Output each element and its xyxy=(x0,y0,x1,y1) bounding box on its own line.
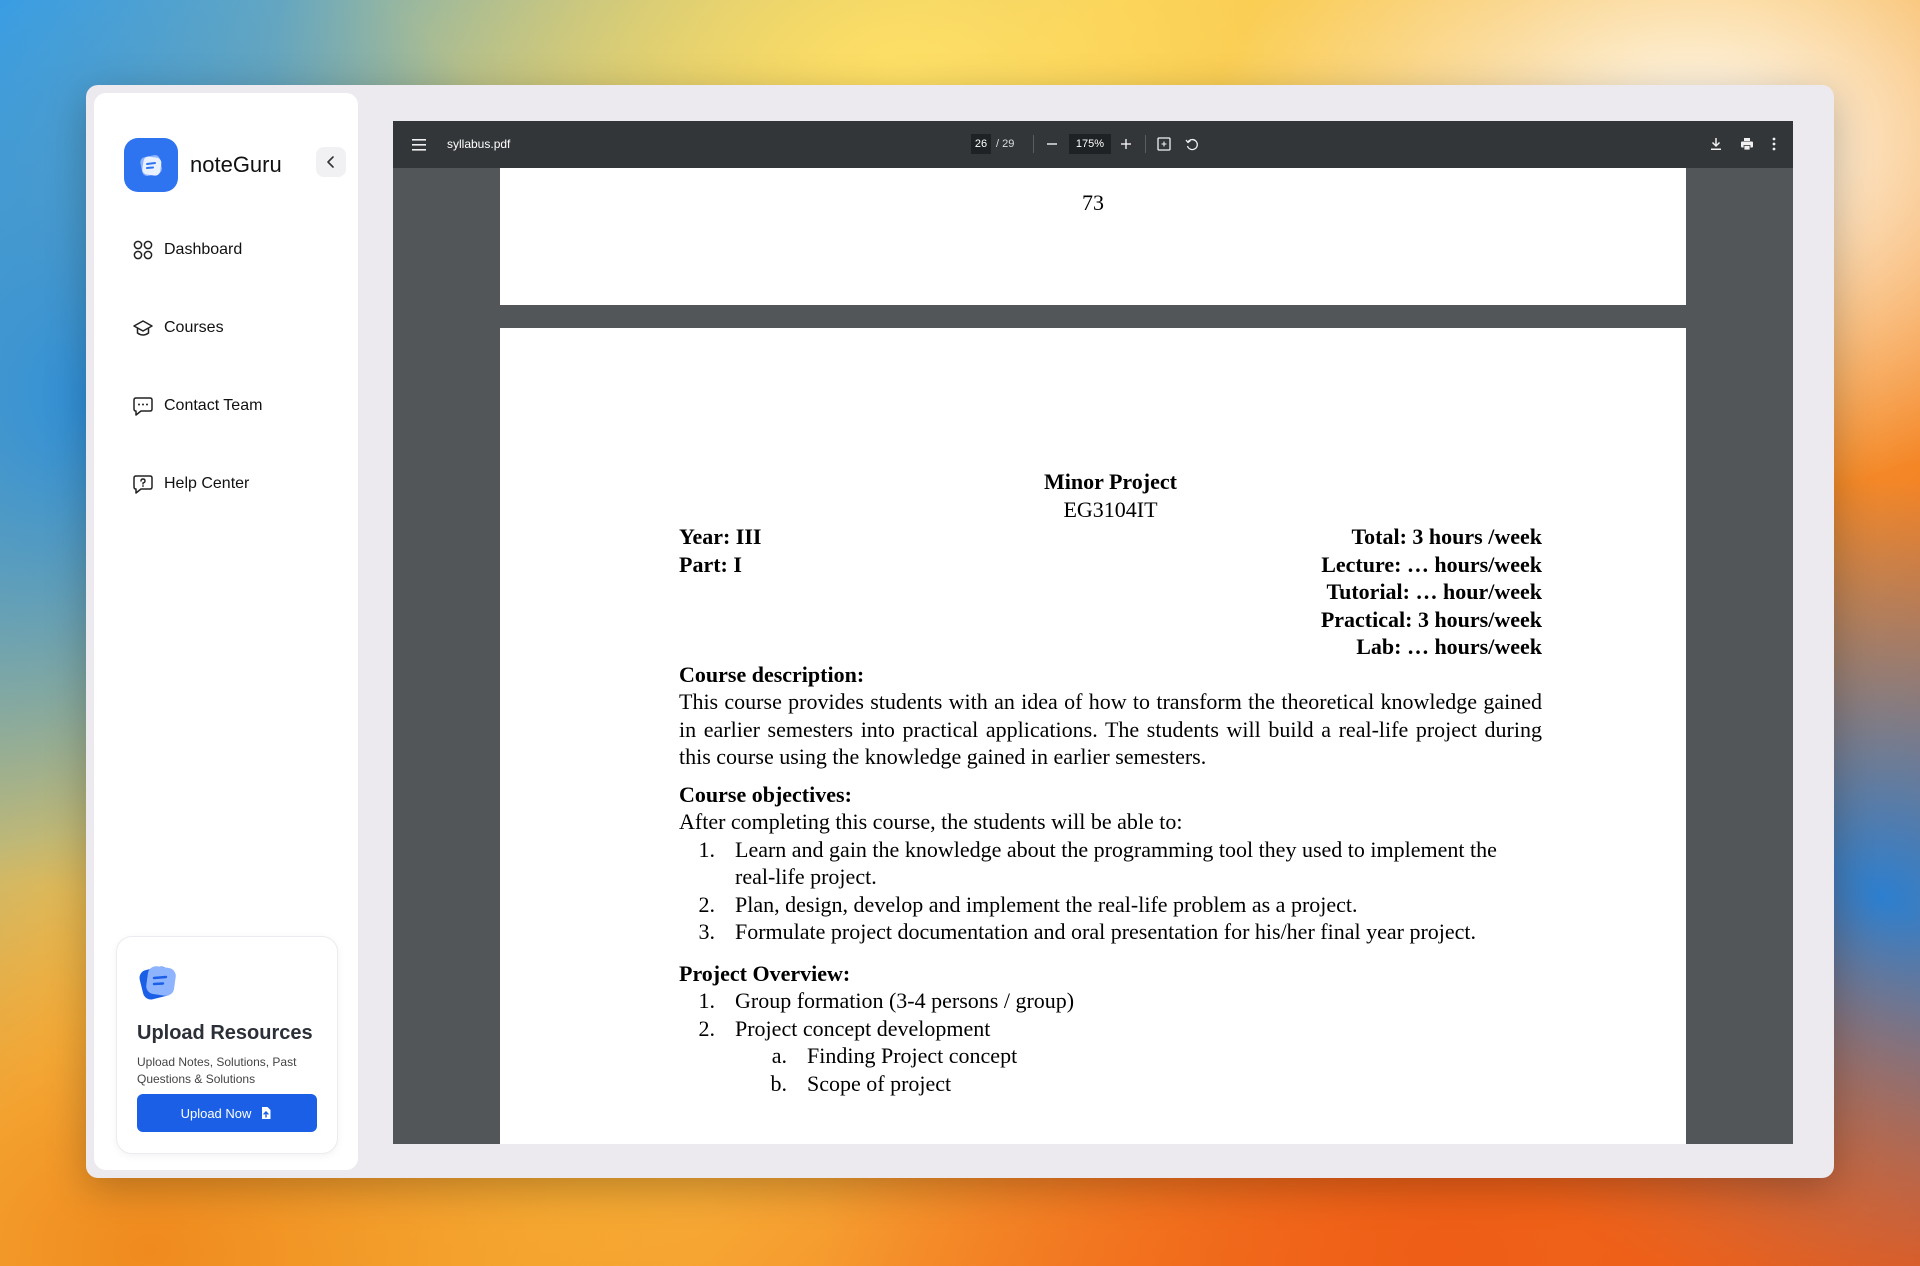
course-code: EG3104IT xyxy=(1063,496,1158,522)
pdf-toolbar xyxy=(393,121,1793,168)
list-item xyxy=(679,836,1542,891)
upload-description: Upload Notes, Solutions, Past Questions & Solutions xyxy=(137,1055,297,1086)
notes-logo-icon xyxy=(135,959,183,1007)
chevron-left-icon xyxy=(324,155,338,169)
minus-icon xyxy=(1046,138,1058,150)
sidebar xyxy=(94,93,358,1170)
list-number: 2. xyxy=(698,891,715,917)
list-item xyxy=(679,918,1542,946)
upload-title: Upload Resources xyxy=(137,1022,313,1044)
list-text: Project concept development xyxy=(735,1015,991,1041)
collapse-sidebar-button[interactable] xyxy=(316,147,346,177)
list-letter: a. xyxy=(771,1043,787,1068)
download-icon xyxy=(1709,137,1723,151)
hours-practical: Practical: 3 hours/week xyxy=(1320,606,1542,632)
zoom-level-input[interactable]: 175% xyxy=(1069,134,1111,154)
notes-logo-icon xyxy=(124,138,178,192)
upload-now-button[interactable] xyxy=(137,1094,317,1132)
hours-total: Total: 3 hours /week xyxy=(1351,524,1542,549)
list-item xyxy=(679,1015,1542,1043)
part-label: Part: I xyxy=(679,551,742,577)
dashboard-icon xyxy=(132,239,154,261)
sidebar-item-label: Help Center xyxy=(164,475,250,492)
list-text: Scope of project xyxy=(807,1070,952,1096)
page-number-input[interactable]: 26 xyxy=(971,134,991,154)
sidebar-item-label: Dashboard xyxy=(164,241,243,258)
sidebar-item-help-center[interactable] xyxy=(132,469,262,499)
pdf-viewer xyxy=(393,121,1793,1144)
page-total: / 29 xyxy=(996,138,1015,150)
list-text: Plan, design, develop and implement the real-life problem as a project. xyxy=(735,891,1358,917)
brand-name: noteGuru xyxy=(190,152,282,177)
list-text: Formulate project documentation and oral presentation for his/her final year project. xyxy=(735,919,1477,944)
list-number: 1. xyxy=(698,988,715,1013)
brand[interactable] xyxy=(124,138,282,192)
hamburger-menu-icon xyxy=(412,139,426,151)
download-button[interactable] xyxy=(1706,134,1726,154)
upload-resources-card xyxy=(116,936,338,1154)
list-number: 3. xyxy=(698,919,715,944)
hours-lab: Lab: … hours/week xyxy=(1356,634,1542,659)
pdf-filename: syllabus.pdf xyxy=(447,137,511,151)
upload-button-label: Upload Now xyxy=(180,1105,252,1121)
section-heading: Course objectives: xyxy=(679,781,852,807)
section-heading: Project Overview: xyxy=(679,960,851,986)
app-window xyxy=(86,85,1834,1178)
more-vertical-icon xyxy=(1772,137,1776,151)
fit-to-page-icon xyxy=(1157,137,1171,151)
sidebar-item-courses[interactable] xyxy=(132,313,262,343)
toolbar-divider xyxy=(1033,135,1034,153)
list-item xyxy=(679,987,1542,1015)
list-letter: b. xyxy=(770,1070,787,1096)
file-upload-icon xyxy=(259,1106,273,1120)
sidebar-item-dashboard[interactable] xyxy=(132,235,262,265)
hours-tutorial: Tutorial: … hour/week xyxy=(1326,579,1542,604)
rotate-icon xyxy=(1185,137,1199,151)
toolbar-divider xyxy=(1145,135,1146,153)
pdf-page-previous xyxy=(500,168,1686,305)
sidebar-item-contact-team[interactable] xyxy=(132,391,262,421)
section-heading: Course description: xyxy=(679,661,865,687)
sidebar-nav xyxy=(132,235,262,547)
hours-lecture: Lecture: … hours/week xyxy=(1321,551,1542,577)
objectives-intro: After completing this course, the students will be able to: xyxy=(679,809,1183,834)
plus-icon xyxy=(1120,138,1132,150)
year-label: Year: III xyxy=(679,524,762,549)
page-number-footer: 73 xyxy=(1082,190,1104,215)
printer-icon xyxy=(1740,137,1754,151)
help-chat-icon xyxy=(132,473,154,495)
course-description: This course provides students with an idea of how to transform the theoretical knowledge gained in earlier semesters into practical applications. The students will build a real-life project during this course using the knowledge gained in earlier semesters. xyxy=(679,689,1542,769)
print-button[interactable] xyxy=(1737,134,1757,154)
list-number: 1. xyxy=(698,836,715,862)
sidebar-item-label: Courses xyxy=(164,319,224,336)
list-item xyxy=(751,1042,1542,1070)
list-item xyxy=(751,1070,1542,1098)
chat-icon xyxy=(132,395,154,417)
zoom-out-button[interactable] xyxy=(1043,135,1061,153)
sidebar-item-label: Contact Team xyxy=(164,397,263,414)
pdf-page-current xyxy=(500,328,1686,1144)
fit-page-button[interactable] xyxy=(1155,135,1173,153)
menu-button[interactable] xyxy=(409,135,429,155)
zoom-in-button[interactable] xyxy=(1117,135,1135,153)
list-number: 2. xyxy=(698,1015,715,1041)
graduation-cap-icon xyxy=(132,317,154,339)
more-options-button[interactable] xyxy=(1766,134,1782,154)
pdf-page-content xyxy=(679,468,1542,1097)
list-text: Finding Project concept xyxy=(807,1043,1018,1068)
document-title: Minor Project xyxy=(1044,469,1177,494)
list-item xyxy=(679,891,1542,919)
list-text: Learn and gain the knowledge about the programming tool they used to implement the real-life project. xyxy=(735,836,1497,889)
rotate-button[interactable] xyxy=(1183,135,1201,153)
list-text: Group formation (3-4 persons / group) xyxy=(735,988,1075,1013)
